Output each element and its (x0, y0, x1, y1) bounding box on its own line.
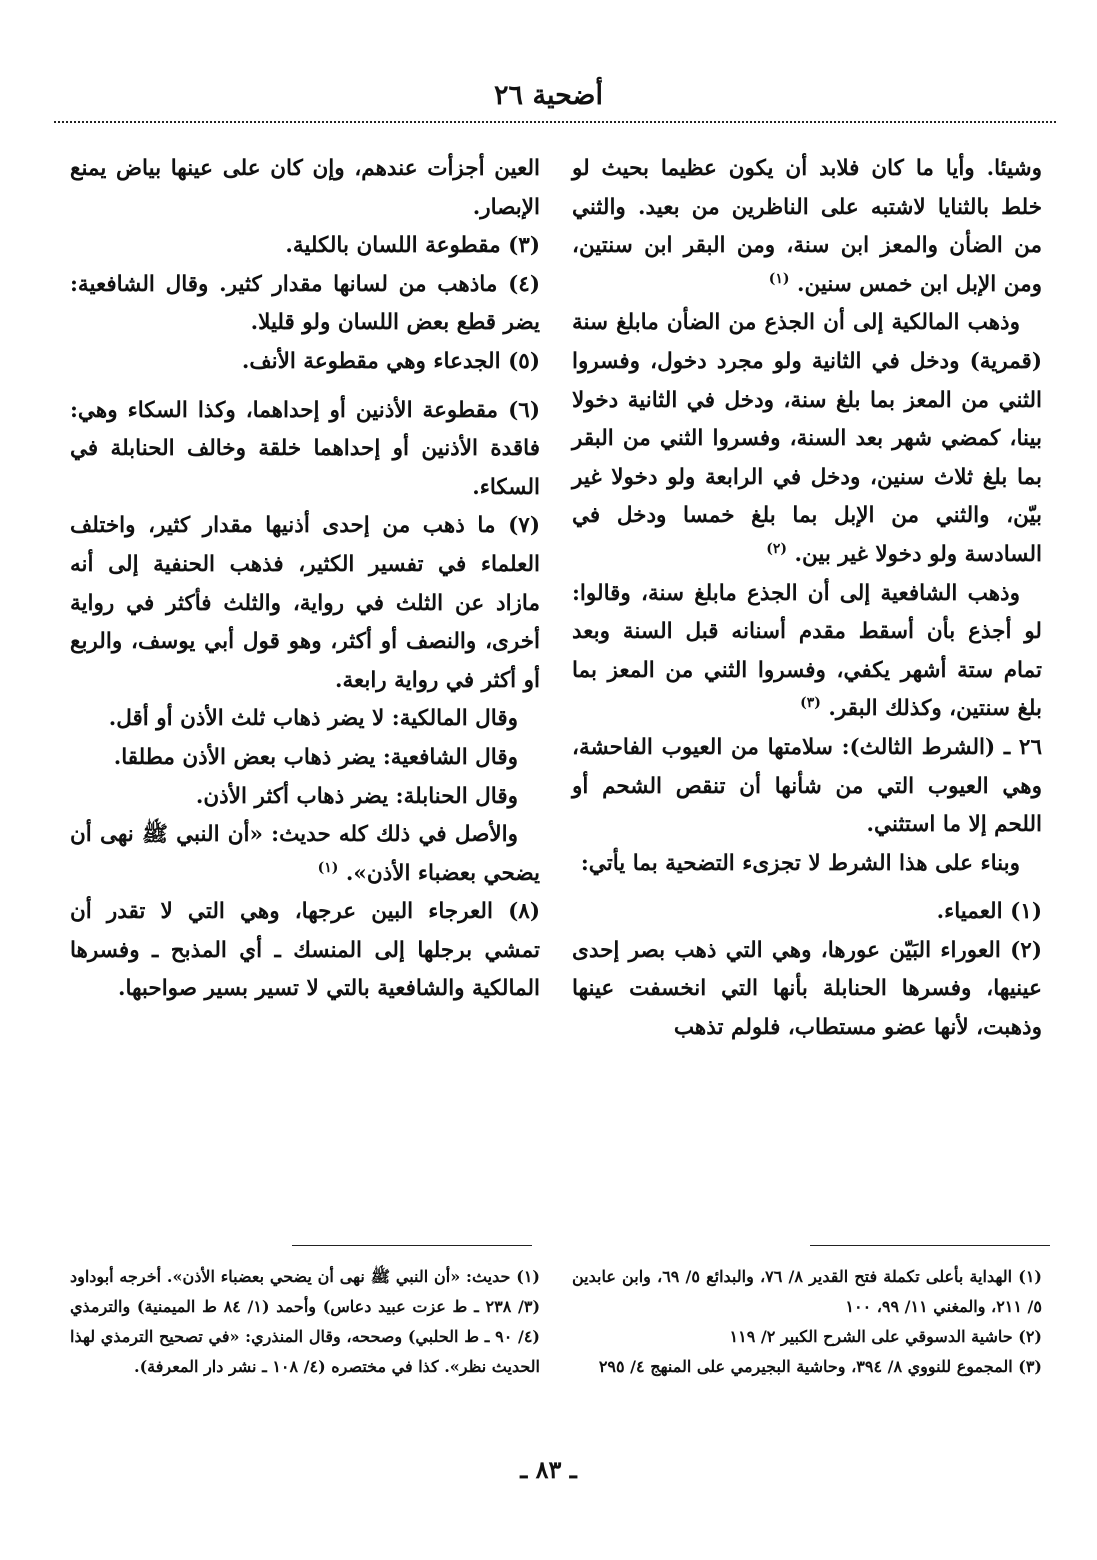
header-dotted-rule (54, 121, 1056, 123)
footnote-ref: (٢) (766, 540, 787, 557)
paragraph: (٥) الجدعاء وهي مقطوعة الأنف. (241, 348, 540, 374)
paragraph: والأصل في ذلك كله حديث: «أن النبي ﷺ نهى أن يضحي بعضباء الأذن». $^{(١)}$ (70, 822, 540, 886)
paragraph: (٤) ماذهب من لسانها مقدار كثير. وقال الشافعية: يضر قطع بعض اللسان ولو قليلا. (70, 271, 540, 336)
paragraph: (٧) ما ذهب من إحدى أذنيها مقدار كثير، واختلف العلماء في تفسير الكثير، فذهب الحنفية إلى أنه مازاد عن الثلث في رواية، والثلث فأكثر في رواية أخرى، والنصف أو أكثر، وهو قول أبي يوسف، والربع أو أكثر في رواية رابعة. (70, 513, 540, 693)
paragraph: (٨) العرجاء البين عرجها، وهي التي لا تقدر أن تمشي برجلها إلى المنسك ـ أي المذبح ـ وفسرها المالكية والشافعية بالتي لا تسير بسير صواحبها. (70, 899, 540, 1002)
paragraph: وقال المالكية: لا يضر ذهاب ثلث الأذن أو أقل. (108, 706, 518, 732)
paragraph: ٢٦ ـ (الشرط الثالث): سلامتها من العيوب الفاحشة، وهي العيوب التي من شأنها أن تنقص الشحم أو اللحم إلا ما استثني. (572, 734, 1042, 838)
footnote-ref: (١) (317, 859, 339, 876)
paragraph: (٢) العوراء البَيّن عورها، وهي التي ذهب بصر إحدى عينيها، وفسرها الحنابلة بأنها التي انخسفت عينها وذهبت، لأنها عضو مستطاب، فلولم تذهب (572, 937, 1042, 1041)
left-column (70, 150, 540, 1009)
paragraph: وشيئا. وأيا ما كان فلابد أن يكون عظيما بحيث لو خلط بالثنايا لاشتبه على الناظرين من بعيد. والثني من الضأن والمعز ابن سنة، ومن البقر ابن سنتين، ومن الإبل ابن خمس سنين. $^{(١)}$ (572, 156, 1042, 297)
footnotes-right (572, 1262, 1042, 1382)
footnote-rule-left (292, 1245, 532, 1246)
paragraph: وذهب المالكية إلى أن الجذع من الضأن مابلغ سنة (قمرية) ودخل في الثانية ولو مجرد دخول، وفسروا الثني من المعز بما بلغ سنة، ودخل في الثانية دخولا بينا، كمضي شهر بعد السنة، وفسروا الثني من البقر بما بلغ ثلاث سنين، ودخل في الرابعة ولو دخولا غير بيّن، والثني من الإبل بما بلغ خمسا ودخل في السادسة ولو دخولا غير بين. $^{(٢)}$ (572, 310, 1042, 567)
paragraph: وذهب الشافعية إلى أن الجذع مابلغ سنة، وقالوا: لو أجذع بأن أسقط مقدم أسنانه قبل السنة وبعد تمام ستة أشهر يكفي، وفسروا الثني من المعز بما بلغ سنتين، وكذلك البقر. $^{(٣)}$ (572, 580, 1042, 722)
footnote: (١) حديث: «أن النبي ﷺ نهى أن يضحي بعضباء الأذن». أخرجه أبوداود (٣/ ٢٣٨ ـ ط عزت عبيد دعاس) وأحمد (١/ ٨٤ ط الميمنية) والترمذي (٤/ ٩٠ ـ ط الحلبي) وصححه، وقال المنذري: «في تصحيح الترمذي لهذا الحديث نظر». كذا في مختصره (٤/ ١٠٨ ـ نشر دار المعرفة). (70, 1267, 541, 1376)
paragraph: (١) العمياء. (936, 899, 1042, 925)
paragraph: (٦) مقطوعة الأذنين أو إحداهما، وكذا السكاء وهي: فاقدة الأذنين أو إحداهما خلقة وخالف الحنابلة في السكاء. (70, 397, 540, 500)
right-column (572, 150, 1042, 1048)
footnote-ref: (٣) (800, 695, 821, 712)
page-header-title: أضحية ٢٦ (494, 80, 603, 111)
footnote: (١) الهداية بأعلى تكملة فتح القدير ٨/ ٧٦، والبدائع ٥/ ٦٩، وابن عابدين ٥/ ٢١١، والمغني ١١/ ٩٩، ١٠٠ (572, 1267, 1042, 1316)
paragraph: وبناء على هذا الشرط لا تجزىء التضحية بما يأتي: (580, 850, 1020, 876)
paragraph: (٣) مقطوعة اللسان بالكلية. (285, 233, 540, 259)
footnote: (٣) المجموع للنووي ٨/ ٣٩٤، وحاشية البجيرمي على المنهج ٤/ ٢٩٥ (598, 1357, 1042, 1376)
paragraph: وقال الشافعية: يضر ذهاب بعض الأذن مطلقا. (113, 744, 518, 770)
paragraph: العين أجزأت عندهم، وإن كان على عينها بياض يمنع الإبصار. (70, 156, 540, 220)
footnote-ref: (١) (768, 270, 790, 287)
footnote: (٢) حاشية الدسوقي على الشرح الكبير ٢/ ١١٩ (729, 1327, 1042, 1346)
footnotes-left (70, 1262, 540, 1382)
page-number: ـ ٨٣ ـ (520, 1455, 577, 1484)
footnote-rule-right (810, 1245, 1050, 1246)
paragraph: وقال الحنابلة: يضر ذهاب أكثر الأذن. (195, 783, 518, 809)
